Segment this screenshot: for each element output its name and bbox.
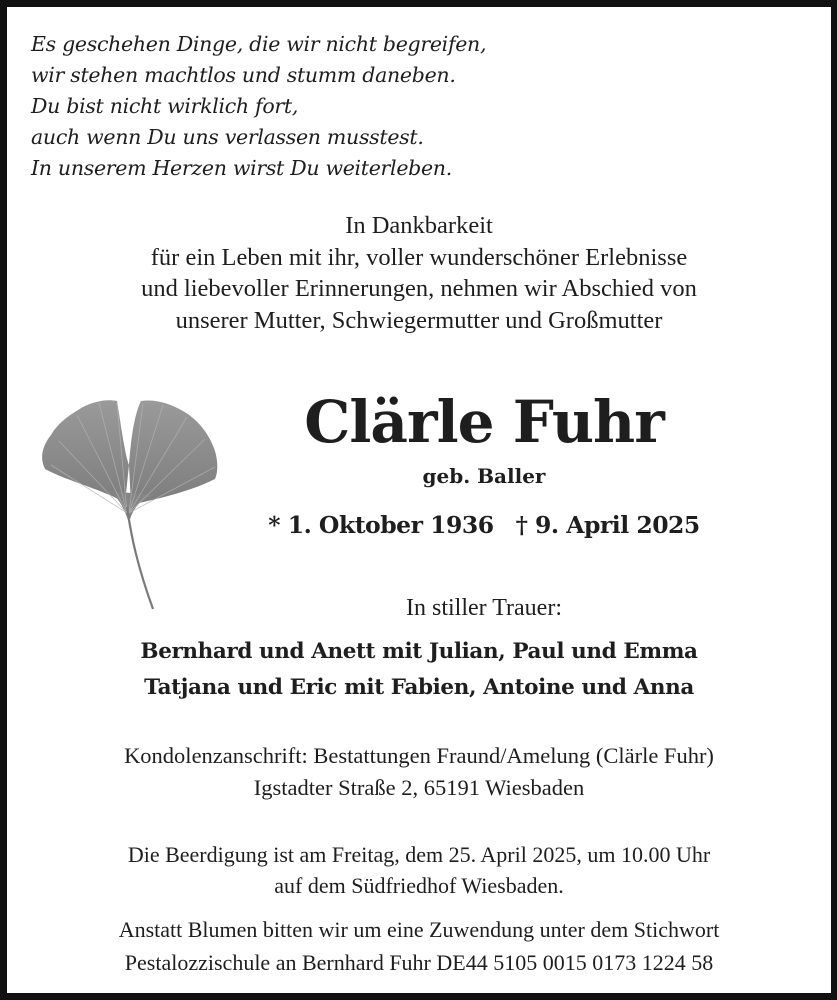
poem-line: Du bist nicht wirklich fort, bbox=[31, 94, 299, 118]
intro-line: In Dankbarkeit bbox=[345, 212, 493, 239]
birth-date: * 1. Oktober 1936 bbox=[268, 511, 494, 539]
intro-line: unserer Mutter, Schwiegermutter und Großmutter bbox=[175, 306, 663, 334]
poem-line: In unserem Herzen wirst Du weiterleben. bbox=[31, 156, 452, 180]
intro-line: und liebevoller Erinnerungen, nehmen wir Abschied von bbox=[141, 275, 697, 302]
maiden-name: geb. Baller bbox=[422, 464, 546, 488]
poem bbox=[31, 29, 486, 184]
donation-info bbox=[7, 913, 831, 979]
funeral-line: auf dem Südfriedhof Wiesbaden. bbox=[274, 873, 564, 898]
poem-line: Es geschehen Dinge, die wir nicht begreifen, bbox=[31, 32, 487, 56]
poem-line: auch wenn Du uns verlassen musstest. bbox=[31, 125, 424, 149]
address-line: Kondolenzanschrift: Bestattungen Fraund/Amelung (Clärle Fuhr) bbox=[124, 743, 714, 768]
mourners-label: In stiller Trauer: bbox=[406, 595, 562, 621]
deceased-name: Clärle Fuhr bbox=[304, 388, 664, 456]
funeral-line: Die Beerdigung ist am Freitag, dem 25. April 2025, um 10.00 Uhr bbox=[127, 842, 711, 867]
donation-line: Pestalozzischule an Bernhard Fuhr DE44 5105 0015 0173 1224 58 bbox=[124, 950, 714, 975]
life-dates bbox=[137, 507, 831, 543]
mourner-family: Bernhard und Anett mit Julian, Paul und Emma bbox=[140, 639, 698, 664]
poem-line: wir stehen machtlos und stumm daneben. bbox=[31, 63, 456, 87]
gratitude-intro bbox=[7, 210, 831, 336]
mourner-family: Tatjana und Eric mit Fabien, Antoine und Anna bbox=[144, 675, 694, 700]
death-date: † 9. April 2025 bbox=[515, 511, 700, 539]
address-line: Igstadter Straße 2, 65191 Wiesbaden bbox=[253, 775, 585, 800]
mourners-list bbox=[7, 634, 831, 706]
intro-line: für ein Leben mit ihr, voller wunderschöner Erlebnisse bbox=[150, 243, 688, 271]
condolence-address bbox=[7, 740, 831, 804]
donation-line: Anstatt Blumen bitten wir um eine Zuwendung unter dem Stichwort bbox=[118, 917, 720, 942]
funeral-info bbox=[7, 839, 831, 901]
